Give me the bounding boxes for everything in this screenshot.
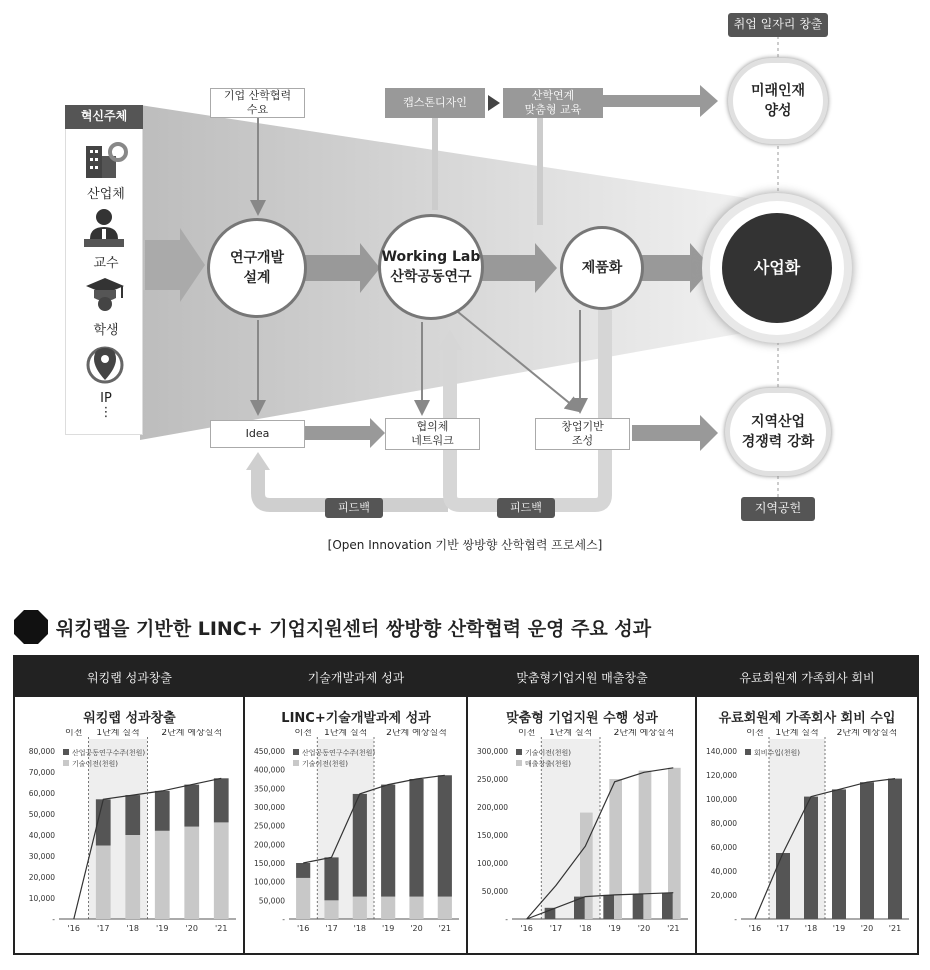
legend-label: 산업공동연구수주(천원) [72,749,146,757]
legend-label: 산업공동연구수주(천원) [302,749,376,757]
arrow-capstone-edu [488,95,500,111]
y-tick-label: 10,000 [28,894,55,903]
x-tick-label: '21 [438,924,452,933]
y-tick-label: 400,000 [253,765,285,775]
y-tick-label: 30,000 [28,852,55,861]
x-tick-label: '18 [804,924,818,933]
y-tick-label: - [505,915,508,924]
graduate-icon [84,276,126,316]
y-tick-label: 40,000 [28,831,55,840]
x-tick-label: '18 [579,924,592,933]
bar [662,893,673,919]
legend-label: 회비수입(천원) [754,749,801,757]
legend-swatch [293,749,299,755]
bar [888,779,902,919]
y-tick-label: 20,000 [28,873,55,882]
innovation-actors-title: 혁신주체 [65,105,143,129]
stage-label: 이전 [517,729,536,738]
x-tick-label: '16 [67,924,80,933]
side-item-student: 학생 [93,323,119,338]
bar [633,894,644,919]
bar [438,897,452,919]
legend-swatch [516,760,522,766]
bar [776,853,790,919]
x-tick-label: '17 [325,924,338,933]
chart-panel-3 [466,655,698,955]
legend-swatch [745,749,751,755]
legend-label: 기술이전(천원) [525,749,572,757]
y-tick-label: 300,000 [253,803,285,812]
stage-label: 2단계 예상실적 [836,729,898,738]
y-tick-label: - [734,915,737,924]
job-creation-tag: 취업 일자리 창출 [728,13,828,37]
network-box: 협의체 네트워크 [385,418,480,450]
y-tick-label: - [52,915,55,924]
bar [353,794,367,897]
y-tick-label: 140,000 [705,747,737,756]
y-tick-label: 50,000 [28,810,55,819]
x-tick-label: '20 [410,924,423,933]
x-tick-label: '18 [353,924,367,933]
bar [353,897,367,919]
chart-plot [697,729,917,959]
bar [381,785,395,897]
bar [214,822,229,919]
x-tick-label: '17 [97,924,110,933]
x-tick-label: '20 [185,924,198,933]
demand-box: 기업 산학협력 수요 [210,88,305,118]
x-tick-label: '19 [381,924,395,933]
feedback-label-2: 피드백 [497,498,555,518]
bar [214,778,229,822]
factory-icon [82,140,128,180]
chart-header: 맞춤형기업지원 매출창출 [468,657,696,697]
legend-swatch [63,760,69,766]
chart-header: 워킹랩 성과창출 [15,657,244,697]
chart-title: 유료회원제 가족회사 회비 수입 [718,711,896,726]
y-tick-label: 60,000 [28,789,55,798]
diagram-caption: [Open Innovation 기반 쌍방향 산학협력 프로세스] [327,538,603,552]
side-item-professor: 교수 [93,256,119,271]
stage-label: 2단계 예상실적 [613,729,675,738]
bar [603,895,614,919]
y-tick-label: 80,000 [710,819,737,828]
bar [860,782,874,919]
bar [381,897,395,919]
chart-panel-1 [13,655,246,955]
y-tick-label: 120,000 [705,771,737,780]
y-tick-label: 20,000 [710,891,737,900]
stage-label: 2단계 예상실적 [161,729,223,738]
x-tick-label: '21 [215,924,228,933]
y-tick-label: 200,000 [476,803,508,812]
y-tick-label: 50,000 [481,887,508,896]
x-tick-label: '16 [748,924,762,933]
bar [125,795,140,835]
arrow-idea-network [305,418,385,448]
feedback-label-1: 피드백 [325,498,383,518]
y-tick-label: 50,000 [258,896,285,906]
y-tick-label: 250,000 [253,821,285,831]
bar [832,789,846,919]
bar [155,791,170,831]
side-item-industry: 산업체 [87,187,125,202]
chart-title: 워킹랩 성과창출 [83,711,176,726]
circle-working-lab: Working Lab 산학공동연구 [378,214,484,320]
legend-swatch [293,760,299,766]
stage-label: 1단계 실적 [323,729,368,738]
bar [184,785,199,827]
legend-swatch [63,749,69,755]
x-tick-label: '18 [126,924,139,933]
bar [324,857,338,900]
y-tick-label: 300,000 [476,747,508,756]
x-tick-label: '19 [832,924,846,933]
bar [804,797,818,919]
bar [296,878,310,919]
bar [96,846,111,920]
bar [409,779,423,897]
chart-plot [468,729,696,959]
arrow-edu-talent [602,85,718,117]
x-tick-label: '17 [549,924,563,933]
stage-label: 이전 [65,729,83,738]
circle-future-talent: 미래인재 양성 [728,58,828,144]
chart-plot [245,729,467,959]
stage-label: 1단계 실적 [96,729,140,738]
regional-contribution-tag: 지역공헌 [741,497,815,521]
x-tick-label: '17 [776,924,790,933]
x-tick-label: '20 [637,924,651,933]
y-tick-label: 100,000 [705,795,737,804]
side-item-ip: IP [100,391,112,406]
y-tick-label: 350,000 [253,784,285,794]
chart-header: 유료회원제 가족회사 회비 [697,657,917,697]
bar [155,831,170,919]
circle-regional-competitiveness: 지역산업 경쟁력 강화 [725,388,831,476]
bar [184,827,199,919]
x-tick-label: '19 [608,924,621,933]
chart-panel-2 [243,655,469,955]
circle-productization: 제품화 [560,226,644,310]
y-tick-label: 60,000 [710,843,737,852]
y-tick-label: 150,000 [476,831,508,840]
professor-icon [80,207,128,249]
legend-label: 기술이전(천원) [72,760,119,768]
custom-education-box: 산학연계 맞춤형 교육 [503,88,603,118]
chart-panel-4 [695,655,919,955]
location-pin-icon [84,342,126,388]
y-tick-label: 80,000 [28,747,55,756]
y-tick-label: 200,000 [253,840,285,850]
bar [438,775,452,896]
x-tick-label: '21 [667,924,680,933]
stage-label: 2단계 예상실적 [386,729,447,738]
x-tick-label: '21 [888,924,902,933]
y-tick-label: 70,000 [28,768,55,777]
chart-title: 맞춤형 기업지원 수행 성과 [506,711,658,726]
y-tick-label: 100,000 [253,877,285,887]
x-tick-label: '16 [520,924,533,933]
stage-label: 1단계 실적 [775,729,819,738]
bar [324,900,338,919]
legend-label: 매출창출(천원) [525,760,572,768]
circle-business: 사업화 [722,213,832,323]
x-tick-label: '19 [156,924,169,933]
stage-label: 이전 [294,729,312,738]
bar [409,897,423,919]
y-tick-label: - [282,915,285,924]
x-tick-label: '16 [296,924,310,933]
section-title: 워킹랩을 기반한 LINC+ 기업지원센터 쌍방향 산학협력 운영 주요 성과 [56,618,652,640]
circle-rd-design: 연구개발 설계 [207,218,307,318]
arrow-startup-region [632,415,718,451]
legend-swatch [516,749,522,755]
legend-label: 기술이전(천원) [302,760,349,768]
chart-title: LINC+기술개발과제 성과 [281,711,431,726]
idea-box: Idea [210,420,305,448]
y-tick-label: 40,000 [710,867,737,876]
x-tick-label: '20 [860,924,874,933]
octagon-bullet-icon [14,610,48,644]
chart-plot [15,729,244,959]
y-tick-label: 450,000 [253,747,285,756]
side-item-more: ⋮ [99,405,113,420]
y-tick-label: 100,000 [476,859,508,868]
bar [125,835,140,919]
stage-label: 1단계 실적 [548,729,593,738]
y-tick-label: 150,000 [253,859,285,868]
chart-header: 기술개발과제 성과 [245,657,467,697]
capstone-box: 캡스톤디자인 [385,88,485,118]
bar [296,863,310,878]
startup-box: 창업기반 조성 [535,418,630,450]
y-tick-label: 250,000 [476,775,508,784]
stage-label: 이전 [746,729,764,738]
